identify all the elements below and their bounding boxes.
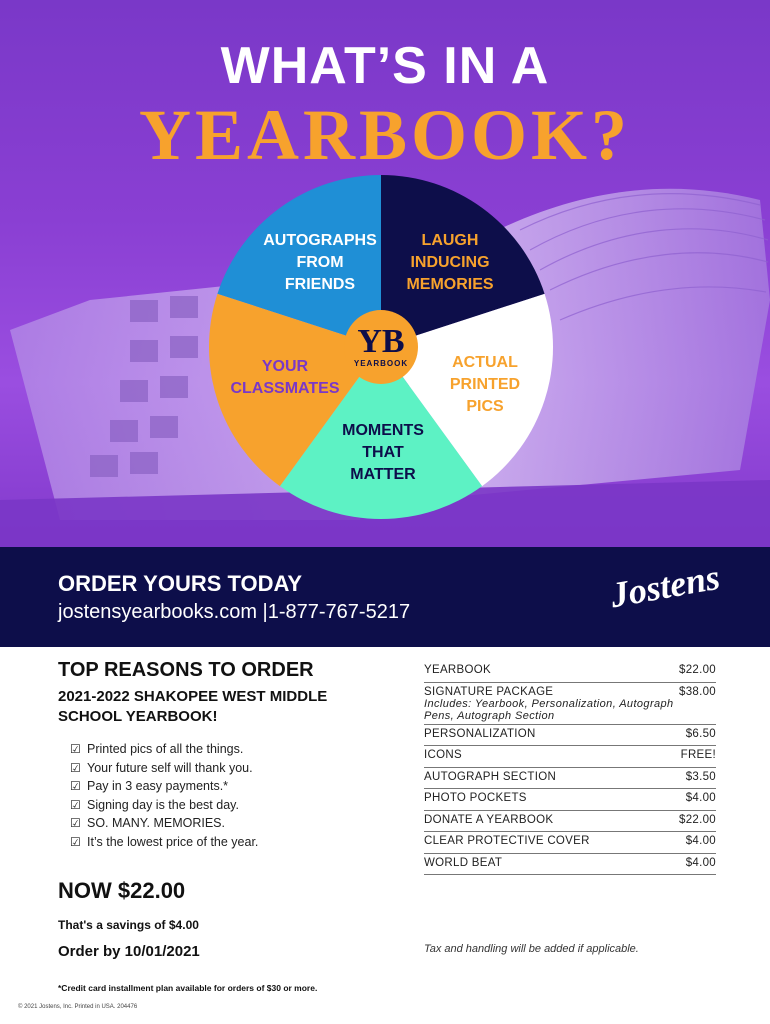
checkbox-icon: ☑: [70, 779, 81, 794]
order-band: [0, 547, 770, 647]
checkbox-icon: ☑: [70, 742, 81, 756]
savings-text: That's a savings of $4.00: [58, 918, 199, 932]
table-row: [424, 811, 716, 833]
table-row: [424, 832, 716, 854]
checkbox-icon: ☑: [70, 797, 81, 812]
yb-logo-letters: YB: [357, 323, 405, 360]
list-item: ☑ Printed pics of all the things.: [70, 740, 258, 759]
row-price: $22.00: [679, 664, 716, 676]
row-price: FREE!: [680, 749, 716, 761]
row-item: AUTOGRAPH SECTION: [424, 770, 557, 783]
row-subtext: Includes: Yearbook, Personalization, Autograph Pens, Autograph Section: [424, 697, 674, 722]
tax-note: Tax and handling will be added if applicable.: [424, 943, 639, 955]
pie-label-moments: MOMENTS THAT MATTER: [342, 422, 424, 483]
list-item: ☑ SO. MANY. MEMORIES.: [70, 814, 258, 833]
table-row: [424, 789, 716, 811]
row-item: SIGNATURE PACKAGE: [424, 685, 554, 698]
table-row: [424, 661, 716, 683]
table-row: [424, 746, 716, 768]
row-price: $6.50: [685, 727, 716, 740]
order-deadline: Order by 10/01/2021: [58, 943, 200, 960]
row-price: $38.00: [679, 685, 716, 698]
row-price: $4.00: [685, 856, 716, 869]
list-item: ☑ It’s the lowest price of the year.: [70, 833, 258, 852]
pie-label-laugh-inducing: LAUGH INDUCING MEMORIES: [406, 232, 494, 293]
school-yearbook-title: 2021-2022 SHAKOPEE WEST MIDDLE SCHOOL YEARBOOK!: [58, 688, 328, 725]
row-item: PERSONALIZATION: [424, 727, 536, 740]
table-row: [424, 768, 716, 790]
row-price: $4.00: [685, 835, 716, 847]
checkbox-icon: ☑: [70, 834, 81, 849]
pie-label-printed-pics: ACTUAL PRINTED PICS: [449, 354, 521, 415]
headline-line1: WHAT’S IN A: [220, 37, 550, 95]
row-price: $4.00: [685, 792, 716, 804]
list-item: ☑ Signing day is the best day.: [70, 796, 258, 815]
row-item: WORLD BEAT: [424, 856, 503, 869]
yb-logo-word: YEARBOOK: [353, 359, 409, 368]
row-item: YEARBOOK: [424, 664, 491, 676]
row-item: ICONS: [424, 749, 462, 761]
order-title: ORDER YOURS TODAY: [58, 571, 303, 596]
row-price: $3.50: [685, 770, 716, 783]
list-item: ☑ Your future self will thank you.: [70, 759, 258, 778]
jostens-logo: Jostens: [607, 556, 723, 616]
row-item: CLEAR PROTECTIVE COVER: [424, 835, 590, 847]
checkbox-icon: ☑: [70, 760, 81, 775]
row-price: $22.00: [679, 813, 716, 826]
now-price: NOW $22.00: [58, 878, 186, 903]
list-item: ☑ Pay in 3 easy payments.*: [70, 777, 258, 796]
reasons-list: [70, 740, 258, 852]
installment-footnote: *Credit card installment plan available for orders of $30 or more.: [58, 983, 318, 993]
reasons-heading: TOP REASONS TO ORDER: [58, 659, 314, 681]
table-row: [424, 725, 716, 747]
table-row: [424, 683, 716, 725]
headline-yearbook: YEARBOOK?: [138, 95, 632, 175]
row-item: DONATE A YEARBOOK: [424, 813, 554, 826]
order-contact-link[interactable]: jostensyearbooks.com |1-877-767-5217: [58, 601, 411, 623]
checkbox-icon: ☑: [70, 816, 81, 831]
pie-label-autographs: AUTOGRAPHS FROM FRIENDS: [263, 232, 377, 293]
table-row: [424, 854, 716, 876]
price-table: [424, 661, 716, 875]
pie-label-classmates: YOUR CLASSMATES: [230, 358, 340, 397]
row-item: PHOTO POCKETS: [424, 792, 527, 804]
copyright-notice: © 2021 Jostens, Inc. Printed in USA. 204476: [18, 1004, 138, 1010]
